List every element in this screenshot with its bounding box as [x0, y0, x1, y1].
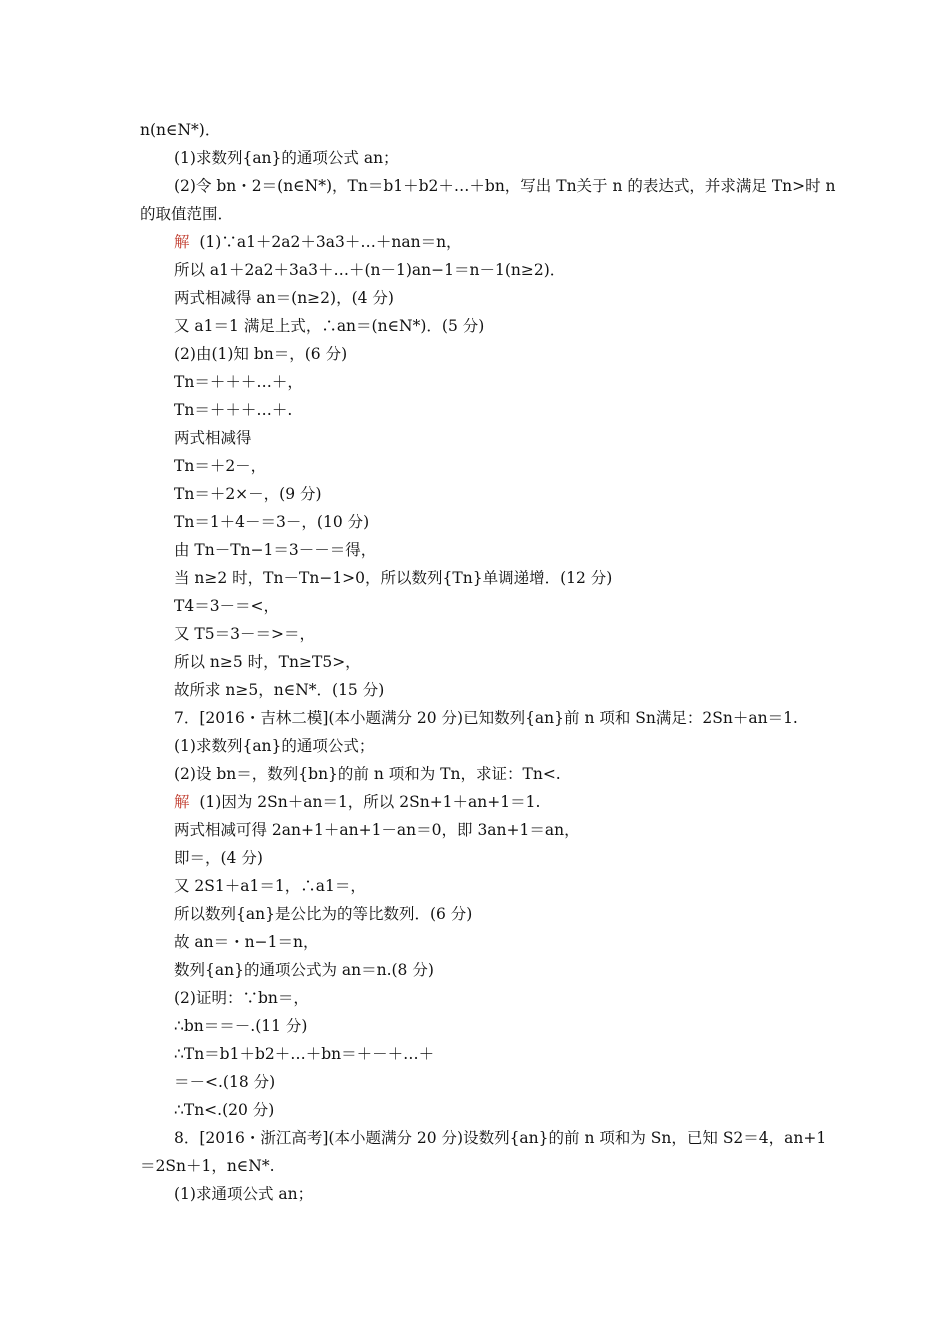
text-line: Tn＝＋＋＋…＋. — [174, 401, 293, 419]
text-line: ＝2Sn＋1，n∈N*. — [140, 1157, 275, 1175]
text-line: 故所求 n≥5，n∈N*．(15 分) — [174, 681, 385, 699]
text-line: n(n∈N*)． — [140, 121, 221, 139]
text-line: ＝－<.(18 分) — [174, 1073, 276, 1091]
solution-line — [174, 792, 540, 812]
text-line: 即＝，(4 分) — [174, 849, 263, 867]
text-line: (1)求数列{an}的通项公式 an； — [174, 149, 399, 167]
problem-heading: 8．[2016・浙江高考](本小题满分 20 分)设数列{an}的前 n 项和为 Sn，已知 S2＝4，an+1 — [174, 1129, 827, 1147]
text-line: (2)设 bn＝，数列{bn}的前 n 项和为 Tn，求证：Tn<. — [174, 765, 561, 783]
text-line: 数列{an}的通项公式为 an＝n.(8 分) — [174, 961, 434, 979]
text-line: 所以数列{an}是公比为的等比数列．(6 分) — [174, 905, 473, 923]
text-line: (2)令 bn・2＝(n∈N*)，Tn＝b1＋b2＋…＋bn，写出 Tn关于 n 的表达式，并求满足 Tn>时 n — [174, 177, 836, 195]
solution-label: 解 — [174, 793, 190, 811]
text-line: 所以 a1＋2a2＋3a3＋…＋(n－1)an−1＝n－1(n≥2)． — [174, 261, 566, 279]
text-line: 两式相减得 — [174, 429, 252, 447]
text-line: 又 T5＝3－＝>＝， — [174, 625, 315, 643]
text-line: Tn＝1＋4－＝3－，(10 分) — [174, 513, 370, 531]
text-line: 两式相减可得 2an+1＋an+1－an＝0，即 3an+1＝an， — [174, 821, 580, 839]
text-line: 的取值范围． — [140, 205, 234, 223]
text-line: 当 n≥2 时，Tn－Tn−1>0，所以数列{Tn}单调递增．(12 分) — [174, 569, 613, 587]
text-line: ∴Tn＝b1＋b2＋…＋bn＝＋－＋…＋ — [174, 1045, 435, 1063]
text-line: (1)求数列{an}的通项公式； — [174, 737, 375, 755]
text-line: T4＝3－＝<， — [174, 597, 280, 615]
solution-label: 解 — [174, 233, 190, 251]
text-line: 又 a1＝1 满足上式，∴an＝(n∈N*)．(5 分) — [174, 317, 485, 335]
problem-heading: 7．[2016・吉林二模](本小题满分 20 分)已知数列{an}前 n 项和 Sn满足：2Sn＋an＝1. — [174, 709, 798, 727]
text-line: (1)∵a1＋2a2＋3a3＋…＋nan＝n， — [189, 233, 462, 251]
text-line: ∴Tn<.(20 分) — [174, 1101, 275, 1119]
text-line: (2)证明：∵bn＝， — [174, 989, 309, 1007]
text-line: Tn＝＋2－， — [174, 457, 267, 475]
text-line: 由 Tn－Tn−1＝3－－＝得， — [174, 541, 377, 559]
text-line: 所以 n≥5 时，Tn≥T5>， — [174, 653, 361, 671]
text-line: (1)求通项公式 an； — [174, 1185, 314, 1203]
text-line: Tn＝＋2×－，(9 分) — [174, 485, 322, 503]
solution-line — [174, 232, 462, 252]
text-line: (2)由(1)知 bn＝，(6 分) — [174, 345, 348, 363]
text-line: Tn＝＋＋＋…＋， — [174, 373, 303, 391]
text-line: 两式相减得 an＝(n≥2)，(4 分) — [174, 289, 394, 307]
text-line: (1)因为 2Sn＋an＝1，所以 2Sn+1＋an+1＝1. — [189, 793, 541, 811]
text-line: 又 2S1＋a1＝1，∴a1＝， — [174, 877, 366, 895]
text-line: ∴bn＝＝－.(11 分) — [174, 1017, 308, 1035]
text-line: 故 an＝・n−1＝n， — [174, 933, 319, 951]
